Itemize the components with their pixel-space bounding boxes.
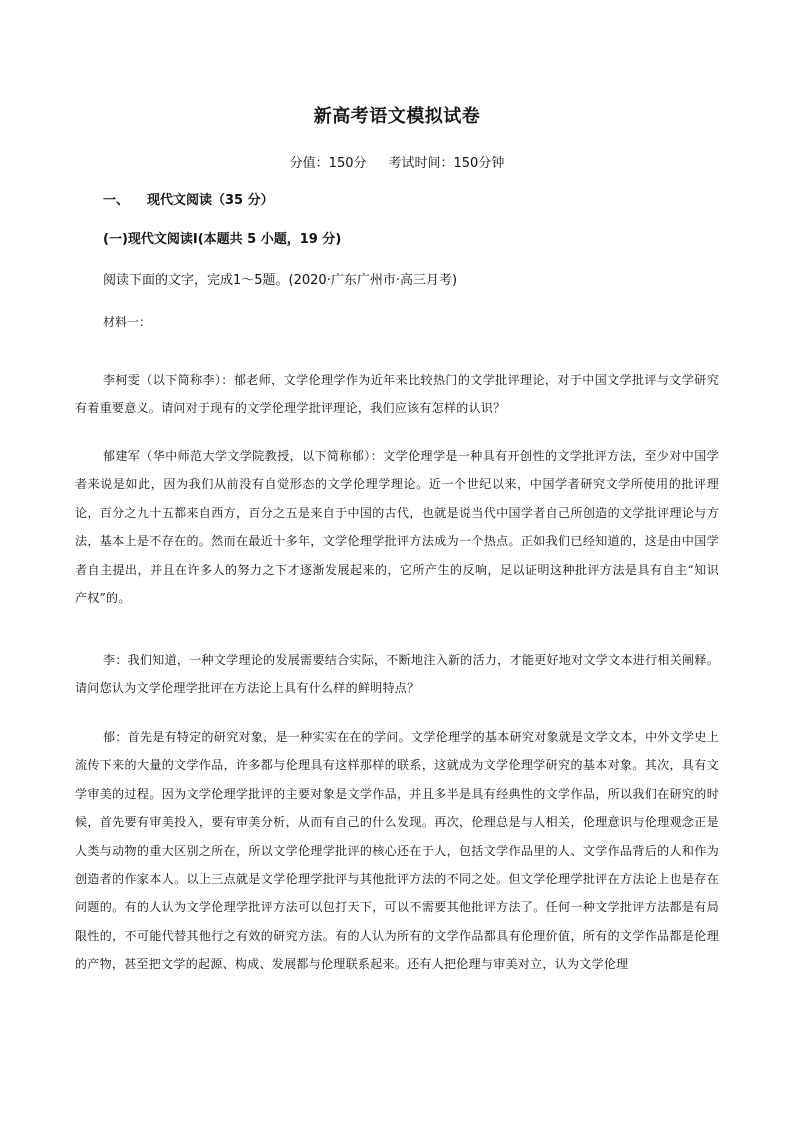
exam-title: 新高考语文模拟试卷 — [313, 106, 481, 127]
time-label: 考试时间：150分钟 — [388, 156, 505, 171]
reading-instruction: 阅读下面的文字，完成1～5题。(2020·广东广州市·高三月考) — [103, 273, 458, 288]
paragraph: 李柯雯（以下简称李）：郁老师，文学伦理学作为近年来比较热门的文学批评理论，对于中国文学批评与文学研究有着重要意义。请问对于现有的文学伦理学批评理论，我们应该有怎样的认识？ — [75, 373, 719, 416]
paragraph: 李：我们知道，一种文学理论的发展需要结合实际，不断地注入新的活力，才能更好地对文学文本进行相关阐释。请问您认为文学伦理学批评在方法论上具有什么样的鲜明特点？ — [75, 653, 719, 696]
paragraph: 郁建军（华中师范大学文学院教授，以下简称郁）：文学伦理学是一种具有开创性的文学批评方法，至少对中国学者来说是如此，因为我们从前没有自觉形态的文学伦理学理论。近一个世纪以来，中国学者研究文学所使用的批评理论，百分之九十五都来自西方，百分之五是来自于中国的古代，也就是说当代中国学者自己所创造的文学批评理论与方法，基本上是不存在的。然而在最近十多年，文学伦理学批评方法成为一个热点。正如我们已经知道的，这是由中国学者自主提出，并且在许多人的努力之下才逐渐发展起来的，它所产生的反响，足以证明这种批评方法是具有自主“知识产权”的。 — [75, 449, 719, 606]
score-label: 分值：150分 — [289, 156, 367, 171]
paragraph: 郁：首先是有特定的研究对象，是一种实实在在的学问。文学伦理学的基本研究对象就是文学文本，中外文学史上流传下来的大量的文学作品，许多都与伦理具有这样那样的联系，这就成为文学伦理学研究的基本对象。其次，具有文学审美的过程。因为文学伦理学批评的主要对象是文学作品，并且多半是具有经典性的文学作品，所以我们在研究的时候，首先要有审美投入，要有审美分析，从而有自己的什么发现。再次，伦理总是与人相关，伦理意识与伦理观念正是人类与动物的重大区别之所在，所以文学伦理学批评的核心还在于人，包括文学作品里的人、文学作品背后的人和作为创造者的作家本人。以上三点就是文学伦理学批评与其他批评方法的不同之处。但文学伦理学批评在方法论上也是存在问题的。有的人认为文学伦理学批评方法可以包打天下，可以不需要其他批评方法了。任何一种文学批评方法都是有局限性的，不可能代替其他行之有效的研究方法。有的人认为所有的文学作品都具有伦理价值，所有的文学作品都是伦理的产物，甚至把文学的起源、构成、发展都与伦理联系起来。还有人把伦理与审美对立，认为文学伦理 — [75, 730, 719, 972]
section-title: 现代文阅读（35 分） — [147, 193, 274, 208]
subsection-heading: (一)现代文阅读Ⅰ(本题共 5 小题，19 分) — [103, 232, 342, 247]
section-number: 一、 — [103, 193, 130, 208]
section-heading — [103, 190, 274, 212]
exam-meta — [0, 153, 794, 175]
material-label: 材料一： — [103, 315, 152, 329]
